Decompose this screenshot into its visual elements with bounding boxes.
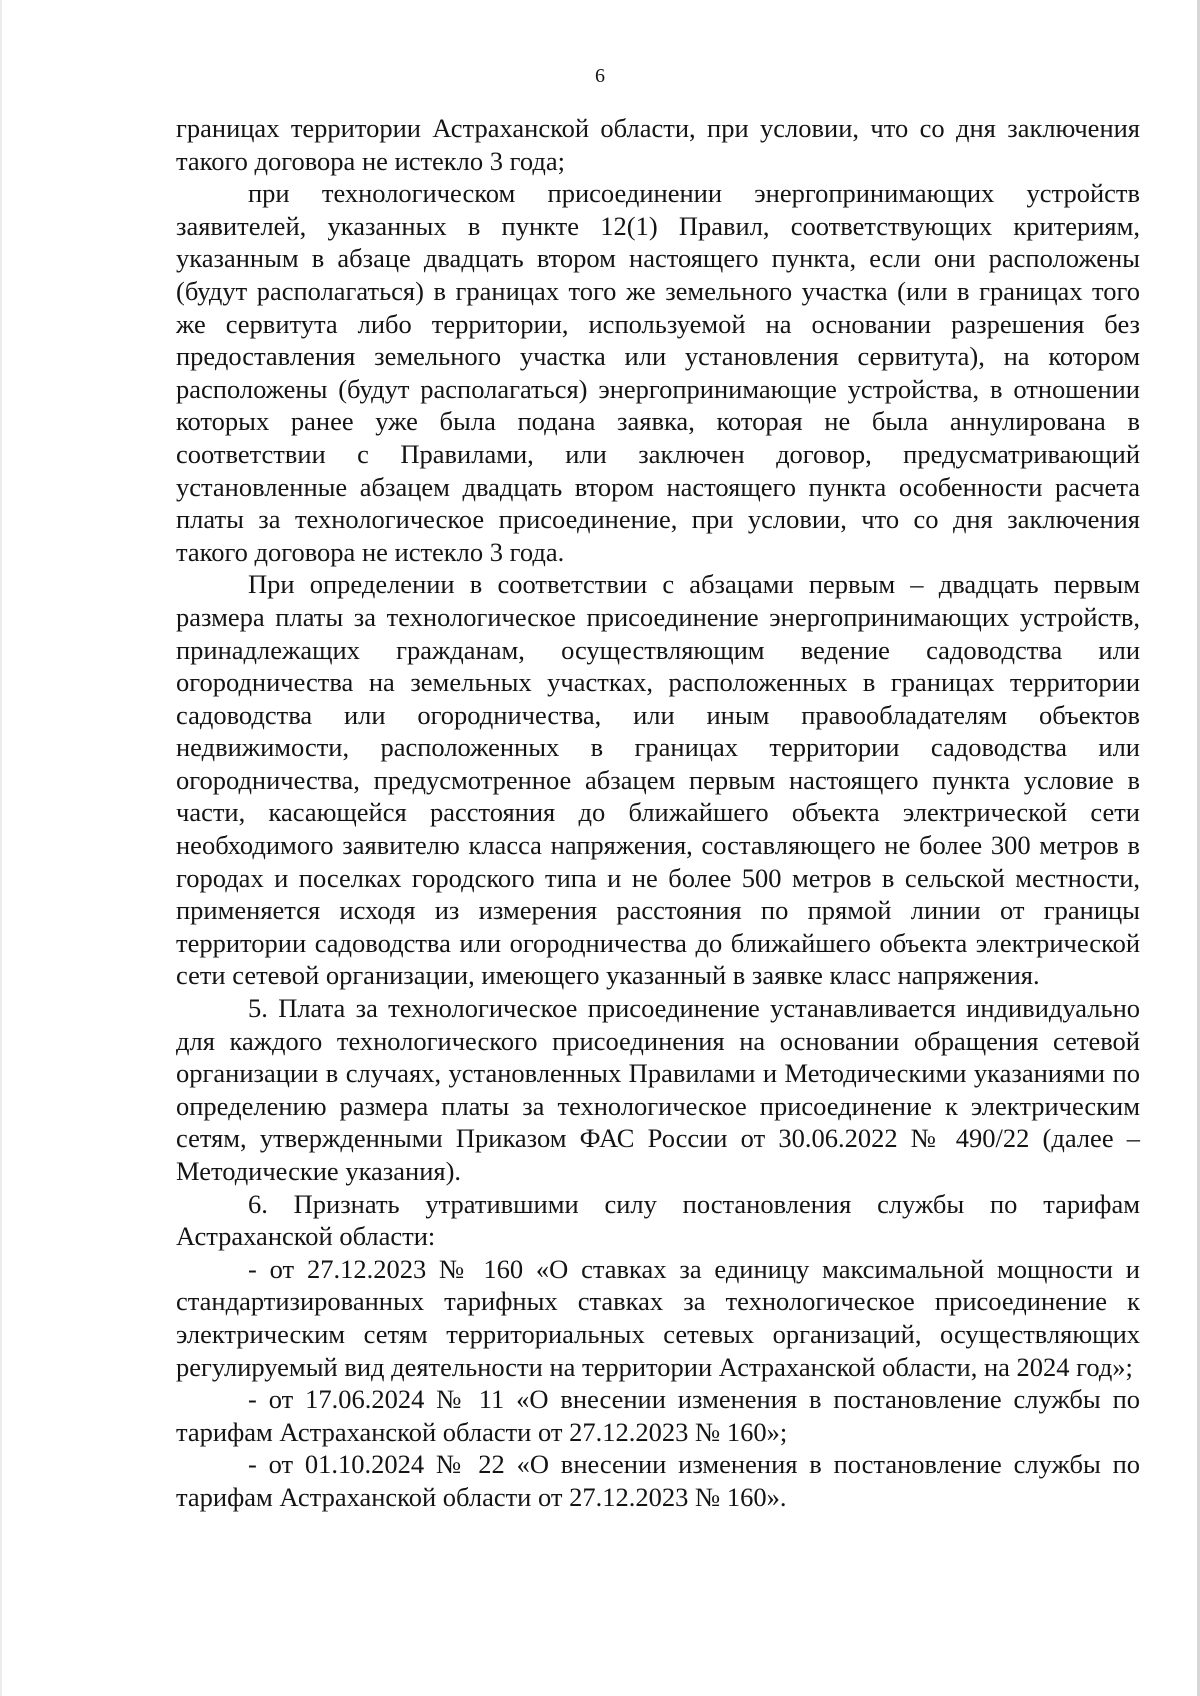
list-item-repealed-decree: - от 01.10.2024 № 22 «О внесении изменения в постановление службы по тарифам Астраханской области от 27.12.2023 № 160». (176, 1449, 1140, 1512)
page-number: 6 (595, 65, 605, 87)
scan-edge-left (0, 0, 2, 1696)
list-item-repealed-decree: - от 27.12.2023 № 160 «О ставках за единицу максимальной мощности и стандартизированных тарифных ставках за технологическое присоединение к электрическим сетям территориальных сетевых организаций, осуществляющих регулируемый вид деятельности на территории Астраханской области, на 2024 год»; (176, 1253, 1140, 1382)
paragraph-clause: при технологическом присоединении энергопринимающих устройств заявителей, указанных в пункте 12(1) Правил, соответствующих критериям, указанным в абзаце двадцать втором настоящего пункта, если они расположены (будут располагаться) в границах того же земельного участка (или в границах того же сервитута либо территории, используемой на основании разрешения без предоставления земельного участка или установления сервитута), на котором расположены (будут располагаться) энергопринимающие устройства, в отношении которых ранее уже была подана заявка, которая не была аннулирована в соответствии с Правилами, или заключен договор, предусматривающий установленные абзацем двадцать втором настоящего пункта особенности расчета платы за технологическое присоединение, при условии, что со дня заключения такого договора не истекло 3 года. (176, 178, 1140, 567)
paragraph-item-5: 5. Плата за технологическое присоединение устанавливается индивидуально для каждого технологического присоединения на основании обращения сетевой организации в случаях, установленных Правилами и Методическими указаниями по определению размера платы за технологическое присоединение к электрическим сетям, утвержденными Приказом ФАС России от 30.06.2022 № 490/22 (далее – Методические указания). (176, 993, 1140, 1186)
paragraph-item-6: 6. Признать утратившими силу постановления службы по тарифам Астраханской области: (176, 1188, 1140, 1252)
list-item-repealed-decree: - от 17.06.2024 № 11 «О внесении изменения в постановление службы по тарифам Астраханской области от 27.12.2023 № 160»; (176, 1384, 1140, 1447)
document-body (176, 112, 1140, 1514)
paragraph-clause: При определении в соответствии с абзацами первым – двадцать первым размера платы за технологическое присоединение энергопринимающих устройств, принадлежащих гражданам, осуществляющим ведение садоводства или огородничества на земельных участках, расположенных в границах территории садоводства или огородничества, или иным правообладателям объектов недвижимости, расположенных в границах территории садоводства или огородничества, предусмотренное абзацем первым настоящего пункта условие в части, касающейся расстояния до ближайшего объекта электрической сети необходимого заявителю класса напряжения, составляющего не более 300 метров в городах и поселках городского типа и не более 500 метров в сельской местности, применяется исходя из измерения расстояния по прямой линии от границы территории садоводства или огородничества до ближайшего объекта электрической сети сетевой организации, имеющего указанный в заявке класс напряжения. (176, 569, 1140, 991)
paragraph-continuation: границах территории Астраханской области, при условии, что со дня заключения такого договора не истекло 3 года; (176, 113, 1140, 176)
